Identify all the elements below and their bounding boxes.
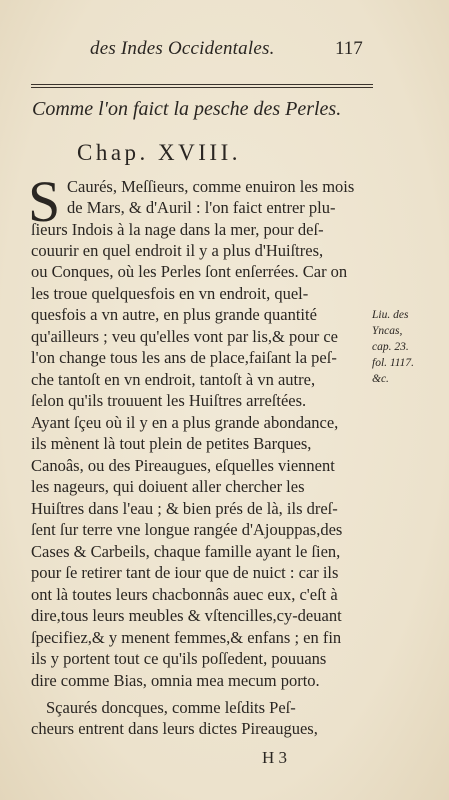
text-line: Sçaurés doncques, comme leſdits Peſ-	[46, 698, 296, 717]
marginal-note	[372, 307, 414, 387]
text-line: couurir en quel endroit il y a plus d'Huiſtres,	[31, 241, 324, 260]
text-line: Cases & Carbeils, chaque famille ayant le ſien,	[31, 542, 341, 561]
text-line: ont là toutes leurs chacbonnâs auec eux, c'eſt à	[31, 585, 338, 604]
marginal-note-line: Yncas,	[372, 325, 403, 337]
signature-mark: H 3	[262, 748, 288, 767]
marginal-note-line: cap. 23.	[372, 341, 409, 353]
header-rule-double	[31, 87, 373, 88]
marginal-note-line: &c.	[372, 373, 389, 385]
text-line: ſieurs Indois à la nage dans la mer, pour deſ-	[31, 220, 324, 239]
text-line: che tantoſt en vn endroit, tantoſt à vn autre,	[31, 370, 316, 389]
drop-cap: S	[28, 169, 61, 234]
text-line: ils mènent là tout plein de petites Barques,	[31, 434, 312, 453]
text-line: les troue quelquesfois en vn endroit, quel-	[31, 284, 309, 303]
text-line: ſpecifiez,& y menent femmes,& enfans ; en fin	[31, 628, 342, 647]
text-line: ils y portent tout ce qu'ils poſſedent, pouuans	[31, 649, 327, 668]
text-line: qu'ailleurs ; veu qu'elles vont par lis,& pour ce	[31, 327, 338, 346]
text-line: Huiſtres dans l'eau ; & bien prés de là, ils dreſ-	[31, 499, 338, 518]
header-rule	[31, 84, 373, 85]
text-line: ou Conques, où les Perles ſont enſerrées. Car on	[31, 262, 348, 281]
page-number: 117	[335, 38, 363, 59]
running-head: des Indes Occidentales.	[90, 38, 275, 59]
text-line: pour ſe retirer tant de iour que de nuict : car ils	[31, 563, 339, 582]
text-line: de Mars, & d'Auril : l'on faict entrer plu-	[67, 198, 336, 217]
text-line: Caurés, Meſſieurs, comme enuiron les mois	[67, 177, 355, 196]
text-line: Canoâs, ou des Pireaugues, eſquelles viennent	[31, 456, 335, 475]
text-line: Ayant ſçeu où il y en a plus grande abondance,	[31, 413, 339, 432]
text-line: quesfois a vn autre, en plus grande quantité	[31, 305, 317, 324]
text-line: ſent ſur terre vne longue rangée d'Ajouppas,des	[31, 520, 343, 539]
text-line: dire,tous leurs meubles & vſtencilles,cy-deuant	[31, 606, 342, 625]
text-line: dire comme Bias, omnia mea mecum porto.	[31, 671, 320, 690]
text-line: l'on change tous les ans de place,faiſant la peſ-	[31, 348, 337, 367]
text-line: les nageurs, qui doiuent aller chercher les	[31, 477, 305, 496]
text-line: cheurs entrent dans leurs dictes Pireaugues,	[31, 719, 318, 738]
text-line: ſelon qu'ils trouuent les Huiſtres arreſtées.	[31, 391, 307, 410]
chapter-number: Chap. XVIII.	[77, 140, 241, 165]
chapter-heading: Comme l'on faict la pesche des Perles.	[32, 98, 342, 120]
marginal-note-line: fol. 1117.	[372, 357, 415, 369]
marginal-note-line: Liu. des	[372, 309, 409, 321]
